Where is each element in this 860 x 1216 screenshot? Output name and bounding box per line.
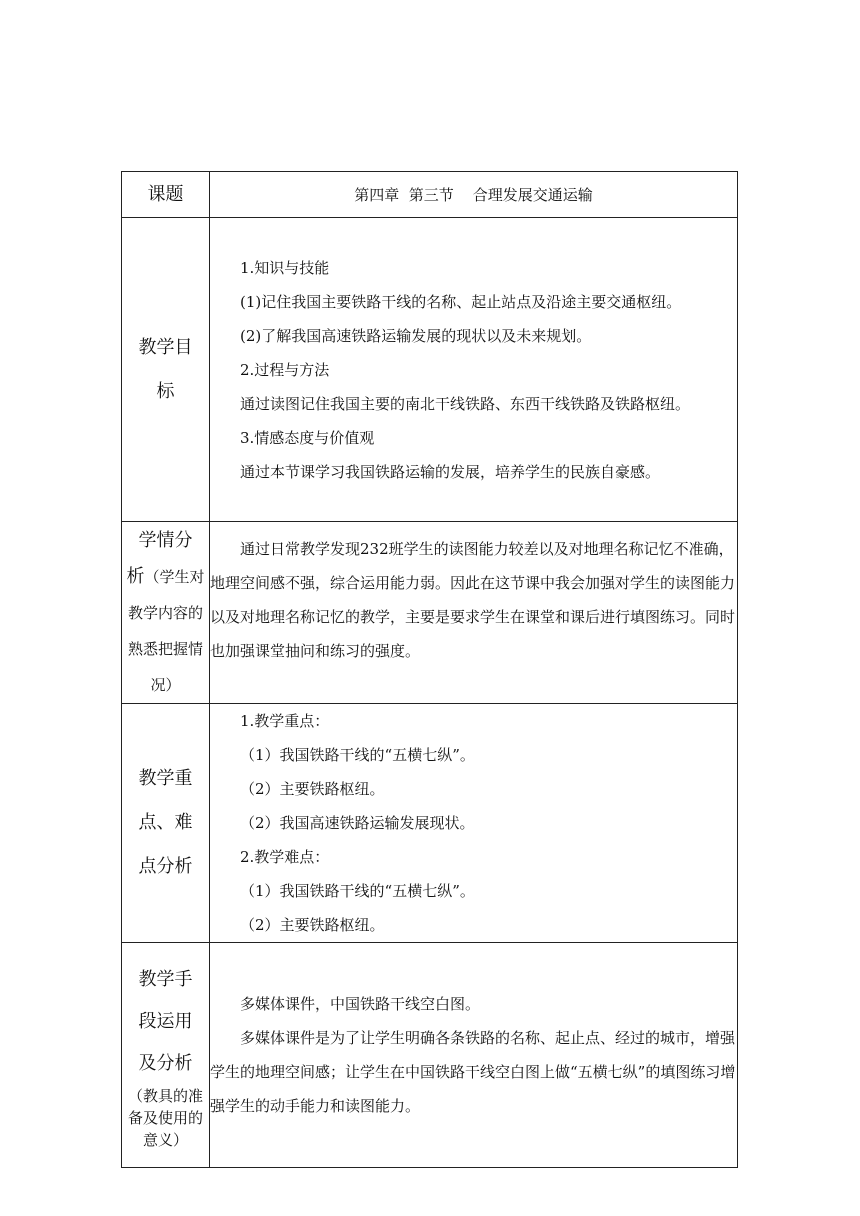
lesson-plan-table <box>121 171 738 1168</box>
objective-item: 通过读图记住我国主要的南北干线铁路、东西干线铁路及铁路枢纽。 <box>240 394 691 413</box>
label-means-note: （教具的准备及使用的意义） <box>127 1087 203 1149</box>
keypoint-item: （2）我国高速铁路运输发展现状。 <box>240 814 475 832</box>
analysis-content <box>210 522 738 704</box>
objective-item: 1.知识与技能 <box>240 258 330 277</box>
objective-item: 2.过程与方法 <box>240 360 330 379</box>
keypoint-item: （2）主要铁路枢纽。 <box>240 780 385 798</box>
row-topic <box>122 172 738 218</box>
label-analysis-line1: 学情分 <box>138 529 193 551</box>
label-keypoints <box>122 704 210 943</box>
topic-value: 第四章 第三节 合理发展交通运输 <box>210 172 738 218</box>
label-keypoints-line2: 点、难 <box>138 812 193 833</box>
row-means <box>122 943 738 1168</box>
keypoint-item: （1）我国铁路干线的“五横七纵”。 <box>240 746 475 764</box>
objectives-content <box>210 218 738 522</box>
row-analysis <box>122 522 738 704</box>
label-topic-text: 课题 <box>147 183 184 205</box>
label-means-line1: 教学手 <box>138 969 193 990</box>
keypoints-content <box>210 704 738 943</box>
objective-item: 3.情感态度与价值观 <box>240 428 375 447</box>
label-objectives-line1: 教学目 <box>138 336 193 358</box>
label-topic <box>122 172 210 218</box>
analysis-text: 通过日常教学发现232班学生的读图能力较差以及对地理名称记忆不准确，地理空间感不强，综合运用能力弱。因此在这节课中我会加强对学生的读图能力以及对地理名称记忆的教学，主要是要求学生在课堂和课后进行填图练习。同时也加强课堂抽问和练习的强度。 <box>210 540 736 660</box>
objective-item: (1)记住我国主要铁路干线的名称、起止站点及沿途主要交通枢纽。 <box>240 292 682 311</box>
row-objectives <box>122 218 738 522</box>
label-analysis-note: （学生对教学内容的熟悉把握情况） <box>127 567 205 694</box>
label-means <box>122 943 210 1168</box>
objective-item: (2)了解我国高速铁路运输发展的现状以及未来规划。 <box>240 326 592 345</box>
means-item: 多媒体课件是为了让学生明确各条铁路的名称、起止点、经过的城市，增强学生的地理空间感；让学生在中国铁路干线空白图上做“五横七纵”的填图练习增强学生的动手能力和读图能力。 <box>210 1029 736 1115</box>
label-keypoints-line3: 点分析 <box>138 856 193 877</box>
keypoint-item: 2.教学难点： <box>240 848 330 866</box>
means-item: 多媒体课件，中国铁路干线空白图。 <box>240 995 481 1013</box>
label-objectives-line2: 标 <box>156 380 175 402</box>
label-means-line2: 段运用 <box>138 1011 193 1032</box>
label-analysis-line2: 析 <box>126 565 145 587</box>
label-means-line3: 及分析 <box>138 1053 193 1074</box>
label-objectives <box>122 218 210 522</box>
means-content <box>210 943 738 1168</box>
keypoint-item: （1）我国铁路干线的“五横七纵”。 <box>240 882 475 900</box>
label-keypoints-line1: 教学重 <box>138 768 193 789</box>
label-analysis <box>122 522 210 704</box>
keypoint-item: 1.教学重点： <box>240 712 330 730</box>
row-keypoints <box>122 704 738 943</box>
keypoint-item: （2）主要铁路枢纽。 <box>240 916 385 934</box>
objective-item: 通过本节课学习我国铁路运输的发展，培养学生的民族自豪感。 <box>240 462 661 481</box>
